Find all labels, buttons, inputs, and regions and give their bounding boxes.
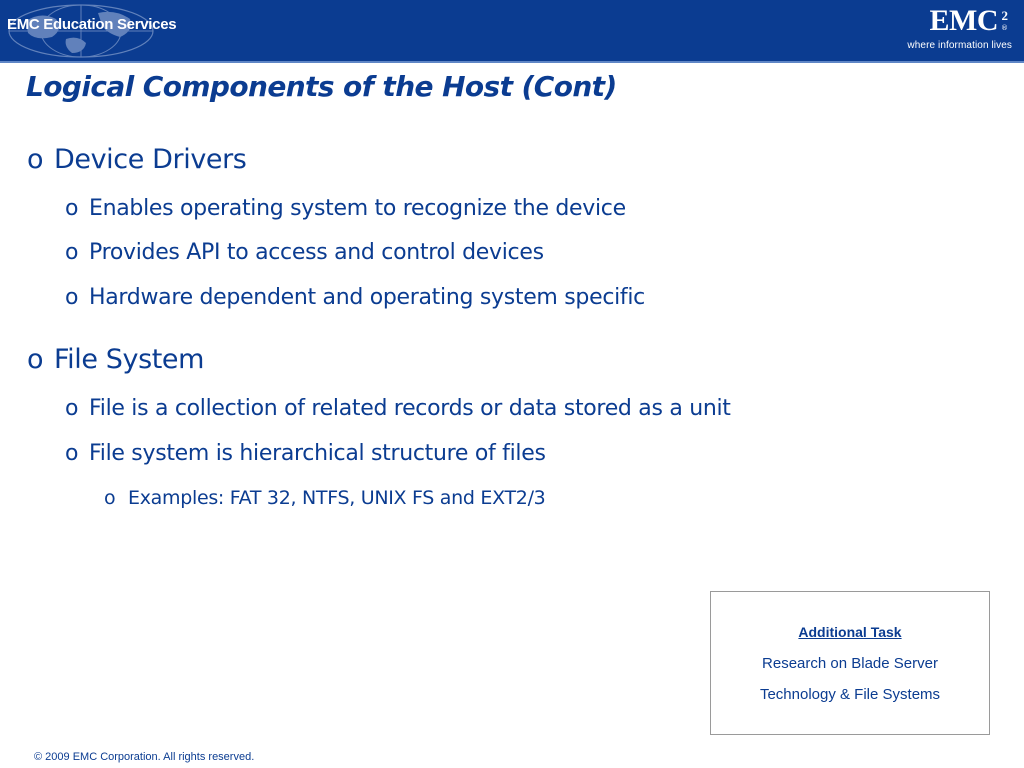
- emc-tagline: where information lives: [907, 40, 1012, 51]
- bullet-text: File System: [54, 344, 205, 375]
- bullet-marker: o: [65, 196, 79, 221]
- bullet-marker: o: [65, 441, 79, 466]
- bullet-marker: o: [27, 344, 44, 375]
- bullet-hardware-dependent: [65, 285, 645, 310]
- bullet-hierarchical: [65, 441, 546, 466]
- bullet-text: Hardware dependent and operating system specific: [89, 285, 645, 310]
- registered-mark: ®: [1001, 24, 1008, 32]
- bullet-provides-api: [65, 240, 544, 265]
- bullet-marker: o: [65, 240, 79, 265]
- bullet-marker: o: [65, 285, 79, 310]
- bullet-device-drivers: [27, 144, 246, 175]
- bullet-text: Provides API to access and control devices: [89, 240, 544, 265]
- additional-task-title: Additional Task: [798, 624, 902, 640]
- emc-logo-word: EMC: [929, 4, 998, 37]
- copyright-footer: © 2009 EMC Corporation. All rights reserved.: [34, 751, 255, 763]
- bullet-text: Enables operating system to recognize the device: [89, 196, 626, 221]
- bullet-file-collection: [65, 396, 731, 421]
- bullet-marker: o: [65, 396, 79, 421]
- header-banner: [0, 0, 1024, 63]
- emc-logo-superscript: 2: [1001, 8, 1008, 23]
- bullet-recognize-device: [65, 196, 626, 221]
- emc-logo: [897, 4, 1012, 56]
- additional-task-box: [710, 591, 990, 735]
- bullet-text: Device Drivers: [54, 144, 247, 175]
- bullet-file-system: [27, 344, 204, 375]
- bullet-text: Examples: FAT 32, NTFS, UNIX FS and EXT2/3: [128, 487, 546, 509]
- bullet-marker: o: [104, 487, 116, 509]
- slide-title: Logical Components of the Host (Cont): [26, 70, 617, 103]
- bullet-text: File system is hierarchical structure of files: [89, 441, 546, 466]
- additional-task-line-1: Research on Blade Server: [762, 655, 938, 672]
- bullet-text: File is a collection of related records or data stored as a unit: [89, 396, 731, 421]
- bullet-examples: [104, 487, 545, 509]
- bullet-marker: o: [27, 144, 44, 175]
- education-services-logo: EMC Education Services: [7, 16, 177, 33]
- additional-task-line-2: Technology & File Systems: [759, 686, 941, 703]
